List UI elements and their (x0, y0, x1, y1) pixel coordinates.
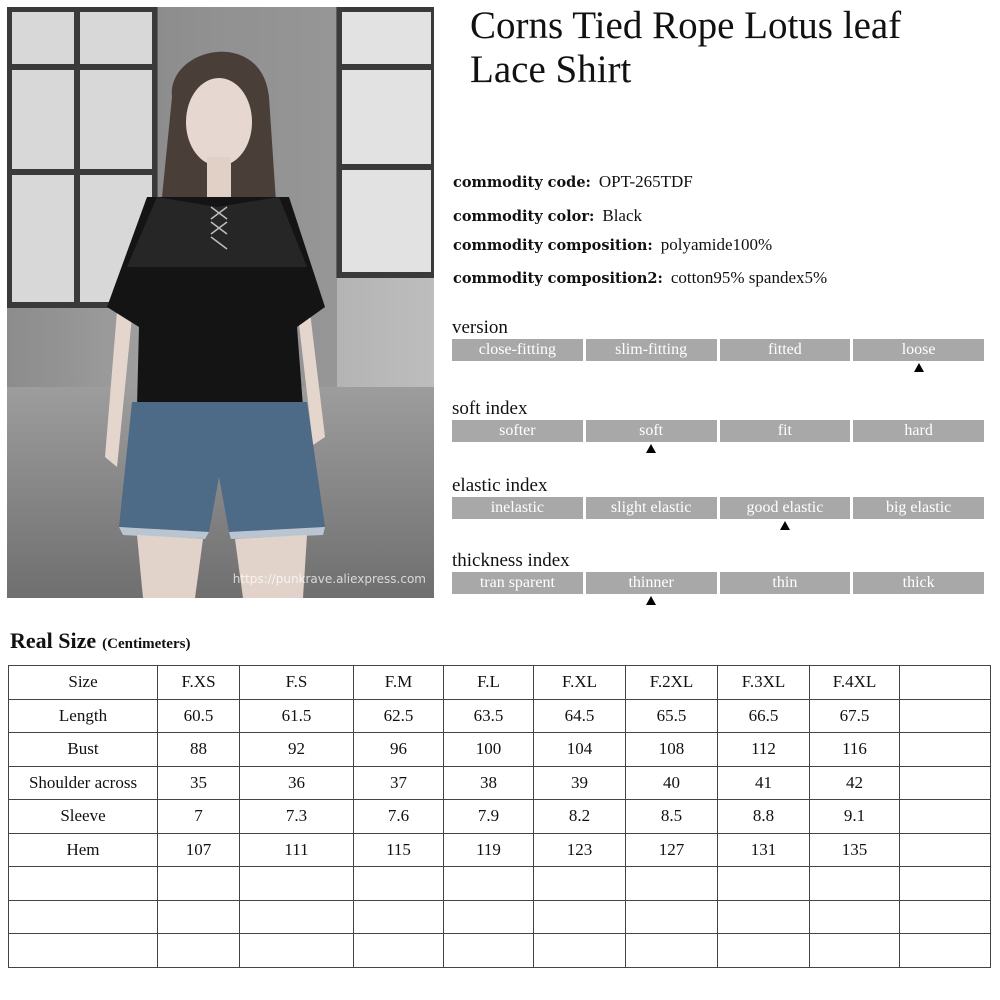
scale-option: slight elastic (586, 497, 717, 519)
table-cell (900, 733, 991, 767)
table-cell: 67.5 (810, 699, 900, 733)
scale-option: good elastic (720, 497, 851, 519)
table-row (9, 766, 991, 800)
scale-option: soft (586, 420, 717, 442)
product-title (470, 4, 990, 92)
table-cell: Length (9, 699, 158, 733)
scale-option: hard (853, 420, 984, 442)
table-cell (354, 934, 444, 968)
scale-cells (452, 572, 984, 594)
table-cell (534, 867, 626, 901)
table-cell (718, 900, 810, 934)
real-size-heading (10, 628, 190, 654)
table-cell (158, 934, 240, 968)
table-cell: 61.5 (240, 699, 354, 733)
table-header-cell: F.3XL (718, 666, 810, 700)
scale-title: version (452, 317, 508, 338)
table-header-cell: F.XS (158, 666, 240, 700)
table-cell: 104 (534, 733, 626, 767)
scale-cells (452, 339, 984, 361)
table-cell (810, 900, 900, 934)
table-row (9, 867, 991, 901)
watermark-text: https://punkrave.aliexpress.com (232, 572, 426, 586)
table-cell: 131 (718, 833, 810, 867)
table-cell: 8.5 (626, 800, 718, 834)
table-cell (9, 867, 158, 901)
table-cell: Sleeve (9, 800, 158, 834)
selected-marker-icon (646, 596, 656, 605)
table-header-cell: F.XL (534, 666, 626, 700)
table-cell: 66.5 (718, 699, 810, 733)
table-cell: 123 (534, 833, 626, 867)
table-cell: 36 (240, 766, 354, 800)
scale-option: fitted (720, 339, 851, 361)
attribute-label: commodity composition2: (453, 270, 663, 287)
table-cell: 60.5 (158, 699, 240, 733)
scale-option: tran sparent (452, 572, 583, 594)
scale-option: loose (853, 339, 984, 361)
table-cell (626, 934, 718, 968)
table-cell: 9.1 (810, 800, 900, 834)
size-table (8, 665, 991, 968)
version-scale (452, 317, 984, 361)
table-cell: 7.6 (354, 800, 444, 834)
product-photo (7, 7, 434, 598)
attribute-value: cotton95% spandex5% (670, 268, 828, 287)
table-cell: 92 (240, 733, 354, 767)
table-cell (9, 934, 158, 968)
attribute-composition (453, 235, 772, 255)
table-cell (158, 900, 240, 934)
table-cell: 88 (158, 733, 240, 767)
table-cell (810, 867, 900, 901)
table-cell (900, 934, 991, 968)
selected-marker-icon (780, 521, 790, 530)
table-cell: 107 (158, 833, 240, 867)
scale-option: softer (452, 420, 583, 442)
table-cell (900, 900, 991, 934)
table-cell: 116 (810, 733, 900, 767)
table-cell: 7.9 (444, 800, 534, 834)
attribute-value: OPT-265TDF (598, 172, 693, 191)
soft-index-scale (452, 398, 984, 442)
table-cell: 37 (354, 766, 444, 800)
table-cell: 42 (810, 766, 900, 800)
product-title-line1: Corns Tied Rope Lotus leaf (470, 4, 902, 47)
table-cell (354, 900, 444, 934)
table-cell (900, 699, 991, 733)
table-cell (900, 867, 991, 901)
table-cell (718, 867, 810, 901)
scale-option: inelastic (452, 497, 583, 519)
table-cell (534, 934, 626, 968)
table-cell: Hem (9, 833, 158, 867)
table-cell: 100 (444, 733, 534, 767)
table-cell: 38 (444, 766, 534, 800)
table-cell: 111 (240, 833, 354, 867)
scale-option: big elastic (853, 497, 984, 519)
scale-title: soft index (452, 398, 528, 419)
scale-option: close-fitting (452, 339, 583, 361)
attribute-label: commodity composition: (453, 237, 653, 254)
table-header-row (9, 666, 991, 700)
table-cell (534, 900, 626, 934)
table-header-cell: F.M (354, 666, 444, 700)
elastic-index-scale (452, 475, 984, 519)
scale-option: slim-fitting (586, 339, 717, 361)
table-cell: 64.5 (534, 699, 626, 733)
table-row (9, 800, 991, 834)
table-cell (444, 867, 534, 901)
table-cell (626, 900, 718, 934)
table-cell: 7.3 (240, 800, 354, 834)
table-cell: 41 (718, 766, 810, 800)
table-cell: 127 (626, 833, 718, 867)
table-cell: 112 (718, 733, 810, 767)
table-cell (900, 800, 991, 834)
table-cell: 119 (444, 833, 534, 867)
attribute-color (453, 206, 642, 226)
table-header-cell: F.L (444, 666, 534, 700)
table-cell (810, 934, 900, 968)
table-cell (718, 934, 810, 968)
table-header-cell (900, 666, 991, 700)
scale-title: thickness index (452, 550, 570, 571)
table-cell: 39 (534, 766, 626, 800)
scale-option: thinner (586, 572, 717, 594)
table-cell: 35 (158, 766, 240, 800)
table-cell: 96 (354, 733, 444, 767)
scale-cells (452, 497, 984, 519)
table-header-cell: Size (9, 666, 158, 700)
table-cell: 8.2 (534, 800, 626, 834)
real-size-unit: (Centimeters) (102, 636, 191, 652)
table-cell (444, 900, 534, 934)
table-cell: 135 (810, 833, 900, 867)
table-cell: 62.5 (354, 699, 444, 733)
selected-marker-icon (646, 444, 656, 453)
attribute-value: polyamide100% (660, 235, 773, 254)
table-header-cell: F.4XL (810, 666, 900, 700)
scale-option: thick (853, 572, 984, 594)
attribute-label: commodity code: (453, 174, 591, 191)
table-cell: Shoulder across (9, 766, 158, 800)
table-cell (240, 934, 354, 968)
table-row (9, 833, 991, 867)
table-cell (158, 867, 240, 901)
table-row (9, 733, 991, 767)
scale-option: thin (720, 572, 851, 594)
table-row (9, 900, 991, 934)
real-size-title: Real Size (10, 628, 97, 653)
table-cell: 40 (626, 766, 718, 800)
table-cell (626, 867, 718, 901)
table-cell (900, 766, 991, 800)
table-cell: 108 (626, 733, 718, 767)
table-cell: 8.8 (718, 800, 810, 834)
attribute-code (453, 172, 693, 192)
scale-title: elastic index (452, 475, 548, 496)
scale-option: fit (720, 420, 851, 442)
model-illustration (7, 7, 434, 598)
selected-marker-icon (914, 363, 924, 372)
table-cell (9, 900, 158, 934)
product-title-line2: Lace Shirt (470, 48, 632, 91)
table-header-cell: F.2XL (626, 666, 718, 700)
table-row (9, 934, 991, 968)
table-cell: Bust (9, 733, 158, 767)
table-cell: 63.5 (444, 699, 534, 733)
scale-cells (452, 420, 984, 442)
table-cell (240, 900, 354, 934)
table-header-cell: F.S (240, 666, 354, 700)
table-cell: 7 (158, 800, 240, 834)
table-row (9, 699, 991, 733)
attribute-value: Black (602, 206, 643, 225)
table-cell (900, 833, 991, 867)
table-cell (354, 867, 444, 901)
attribute-composition2 (453, 268, 827, 288)
table-cell: 115 (354, 833, 444, 867)
thickness-index-scale (452, 550, 984, 594)
table-cell (444, 934, 534, 968)
attribute-label: commodity color: (453, 208, 595, 225)
table-cell (240, 867, 354, 901)
table-cell: 65.5 (626, 699, 718, 733)
